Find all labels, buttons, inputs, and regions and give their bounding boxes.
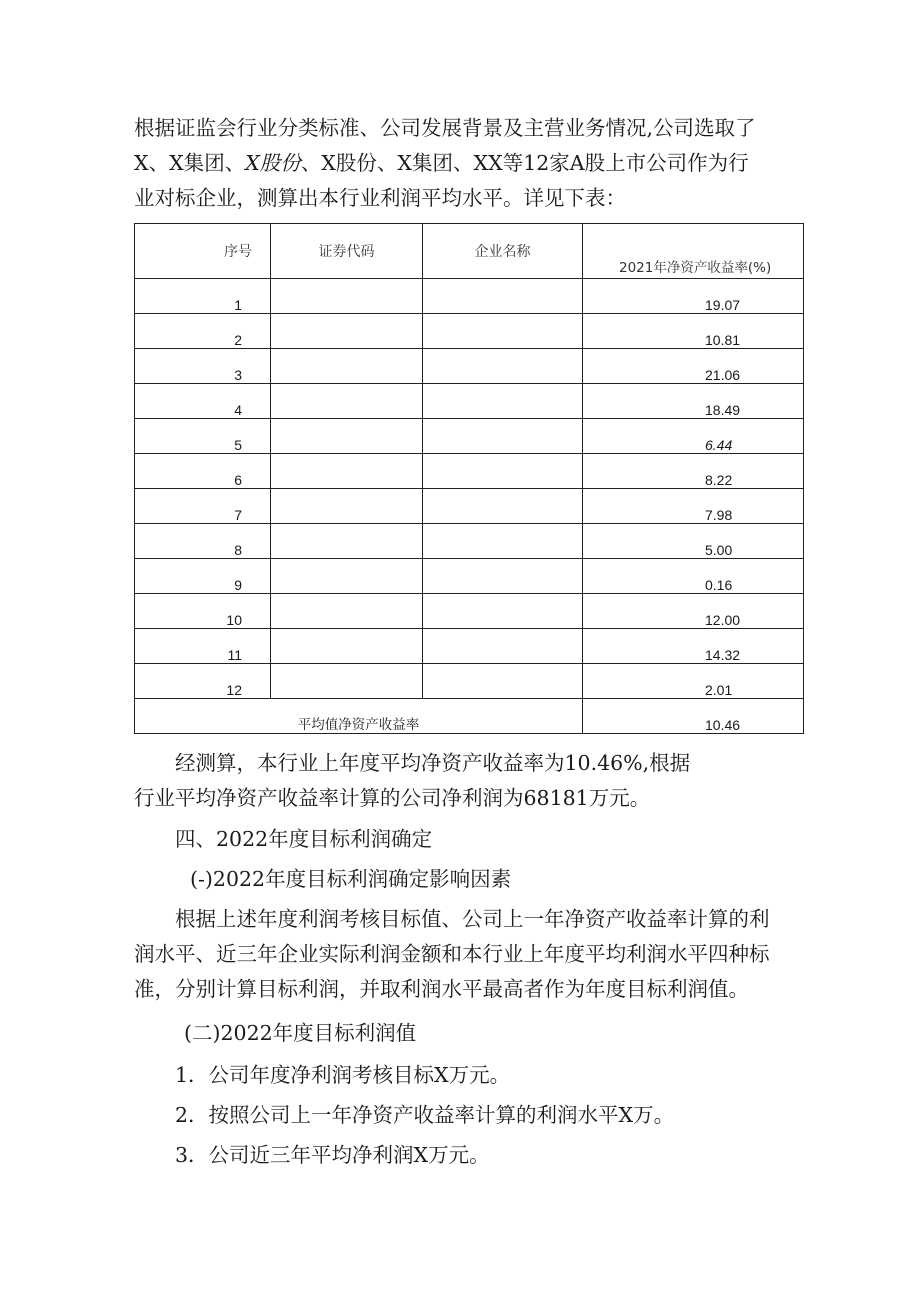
row-roe: 6.44 <box>583 419 804 454</box>
row-code <box>271 419 423 454</box>
row-name <box>423 629 583 664</box>
row-roe: 14.32 <box>583 629 804 664</box>
table-row <box>135 594 804 629</box>
table-row <box>135 559 804 594</box>
row-index: 3 <box>135 349 271 384</box>
row-roe: 19.07 <box>583 279 804 314</box>
row-roe: 0.16 <box>583 559 804 594</box>
table-row <box>135 489 804 524</box>
header-cell-name: 企业名称 <box>423 224 583 279</box>
row-roe: 10.81 <box>583 314 804 349</box>
row-index: 4 <box>135 384 271 419</box>
row-code <box>271 279 423 314</box>
after-line-2: 行业平均净资产收益率计算的公司净利润为68181万元。 <box>134 786 651 810</box>
row-name <box>423 349 583 384</box>
row-index: 10 <box>135 594 271 629</box>
row-code <box>271 594 423 629</box>
row-index: 7 <box>135 489 271 524</box>
row-name <box>423 314 583 349</box>
section-4-heading: 四、2022年度目标利润确定 <box>175 827 433 851</box>
row-index: 11 <box>135 629 271 664</box>
row-index: 12 <box>135 664 271 699</box>
table-row <box>135 524 804 559</box>
row-code <box>271 559 423 594</box>
row-index: 6 <box>135 454 271 489</box>
row-name <box>423 454 583 489</box>
header-cell-roe: 2021年净资产收益率(%) <box>583 224 804 279</box>
row-roe: 12.00 <box>583 594 804 629</box>
intro-line-2c: 、X股份、X集团、XX等12家A股上市公司作为行 <box>300 151 749 175</box>
row-code <box>271 314 423 349</box>
row-code <box>271 384 423 419</box>
table-row <box>135 349 804 384</box>
row-code <box>271 524 423 559</box>
table-average-row <box>135 699 804 734</box>
row-name <box>423 279 583 314</box>
row-index: 9 <box>135 559 271 594</box>
row-name <box>423 419 583 454</box>
header-cell-code: 证券代码 <box>271 224 423 279</box>
average-value: 10.46 <box>583 699 804 734</box>
header-cell-index: 序号 <box>135 224 271 279</box>
intro-line-1: 根据证监会行业分类标准、公司发展背景及主营业务情况,公司选取了 <box>134 116 756 140</box>
roe-table <box>134 223 804 734</box>
row-code <box>271 629 423 664</box>
after-table-paragraph <box>134 746 814 816</box>
row-index: 8 <box>135 524 271 559</box>
para1-line-1: 根据上述年度利润考核目标值、公司上一年净资产收益率计算的利 <box>175 907 770 931</box>
table-row <box>135 629 804 664</box>
list-item-1: 1．公司年度净利润考核目标X万元。 <box>175 1063 511 1087</box>
row-index: 5 <box>135 419 271 454</box>
row-roe: 7.98 <box>583 489 804 524</box>
table-row <box>135 664 804 699</box>
intro-line-2 <box>134 146 814 181</box>
intro-line-2b: X股份 <box>245 151 301 175</box>
after-line-1: 经测算，本行业上年度平均净资产收益率为10.46%,根据 <box>175 751 691 775</box>
intro-line-3: 业对标企业，测算出本行业利润平均水平。详见下表： <box>134 186 626 210</box>
row-name <box>423 559 583 594</box>
section-4-para1 <box>134 902 814 1007</box>
section-4-sub2: (二)2022年度目标利润值 <box>184 1021 417 1045</box>
row-code <box>271 349 423 384</box>
row-roe: 2.01 <box>583 664 804 699</box>
table-row <box>135 279 804 314</box>
table-row <box>135 314 804 349</box>
average-label: 平均值净资产收益率 <box>135 699 583 734</box>
table-row <box>135 419 804 454</box>
row-name <box>423 524 583 559</box>
row-name <box>423 489 583 524</box>
para1-line-3: 准，分别计算目标利润，并取利润水平最高者作为年度目标利润值。 <box>134 977 749 1001</box>
table-header-row <box>135 224 804 279</box>
row-roe: 5.00 <box>583 524 804 559</box>
table-row <box>135 384 804 419</box>
row-index: 1 <box>135 279 271 314</box>
intro-paragraph <box>134 111 814 216</box>
intro-line-2a: X、X集团、 <box>134 151 246 175</box>
row-name <box>423 664 583 699</box>
row-index: 2 <box>135 314 271 349</box>
row-name <box>423 594 583 629</box>
para1-line-2: 润水平、近三年企业实际利润金额和本行业上年度平均利润水平四种标 <box>134 942 770 966</box>
row-code <box>271 664 423 699</box>
row-name <box>423 384 583 419</box>
list-item-2: 2．按照公司上一年净资产收益率计算的利润水平X万。 <box>175 1103 675 1127</box>
row-code <box>271 454 423 489</box>
list-item-3: 3．公司近三年平均净利润X万元。 <box>175 1143 490 1167</box>
section-4-sub1: (-)2022年度目标利润确定影响因素 <box>190 867 512 891</box>
table-row <box>135 454 804 489</box>
row-roe: 21.06 <box>583 349 804 384</box>
row-roe: 18.49 <box>583 384 804 419</box>
row-roe: 8.22 <box>583 454 804 489</box>
row-code <box>271 489 423 524</box>
